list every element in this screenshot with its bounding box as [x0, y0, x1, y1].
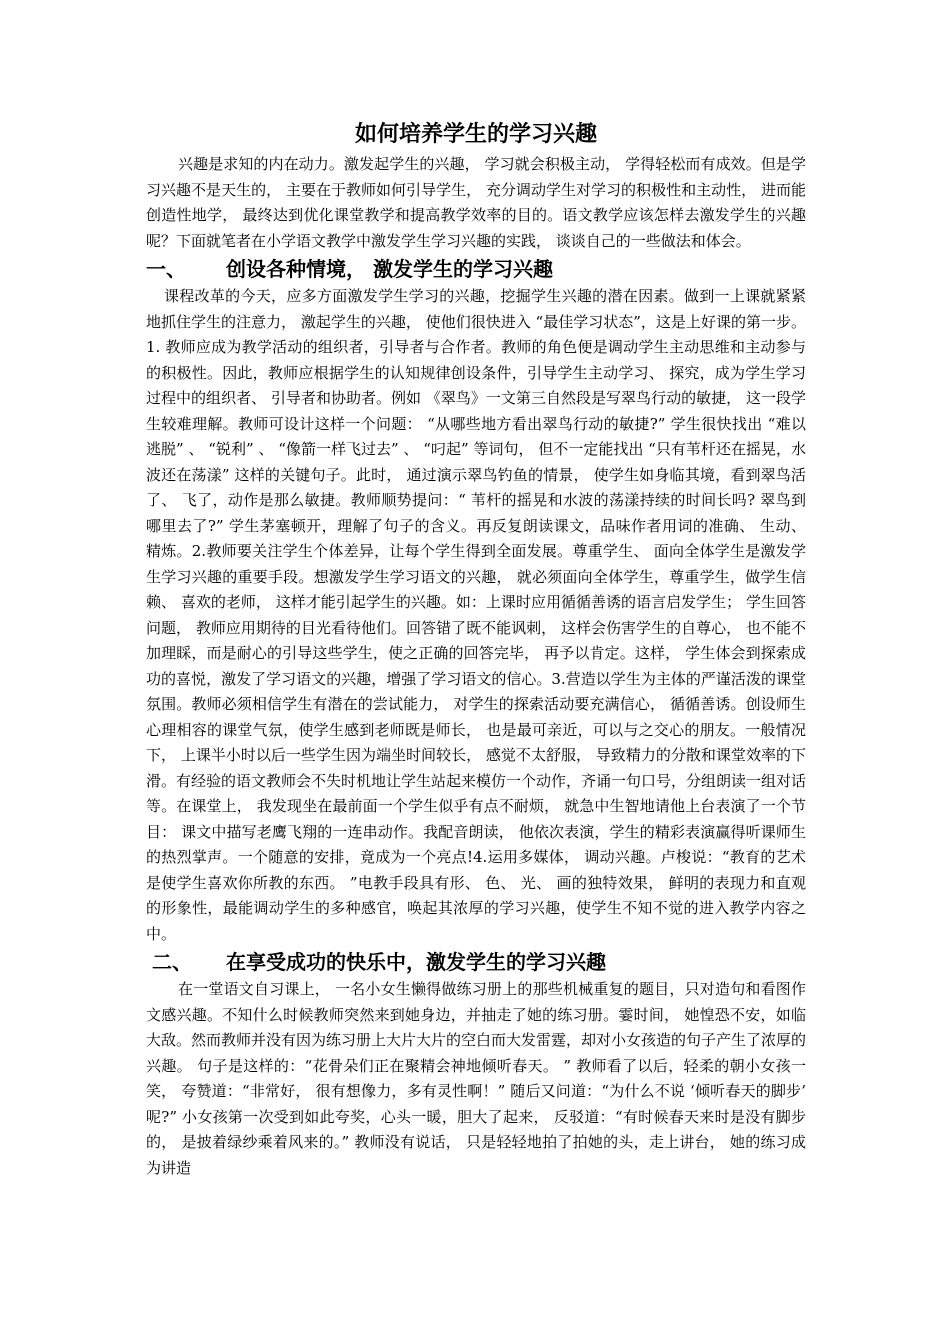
section-number-2: 二、: [152, 950, 192, 974]
section-title-2: 在享受成功的快乐中，激发学生的学习兴趣: [226, 950, 606, 974]
section-title-1: 创设各种情境， 激发学生的学习兴趣: [226, 257, 553, 281]
intro-paragraph: 兴趣是求知的内在动力。激发起学生的兴趣， 学习就会积极主动， 学得轻松而有成效。但是学习兴趣不是天生的， 主要在于教师如何引导学生， 充分调动学生对学习的积极性和主动性， 进而能创造性地学， 最终达到优化课堂教学和提高教学效率的目的。语文教学应该怎样去激发学生的兴趣呢？下面就笔者在小学语文教学中激发学生学习兴趣的实践， 谈谈自己的一些做法和体会。: [146, 155, 806, 250]
section-body-2: 在一堂语文自习课上， 一名小女生懒得做练习册上的那些机械重复的题目，只对造句和看图作文感兴趣。不知什么时候教师突然来到她身边，并抽走了她的练习册。霎时间， 她惶恐不安，如临大敌。然而教师并没有因为练习册上大片大片的空白而大发雷霆，却对小女孩造的句子产生了浓厚的兴趣。 句子是这样的：“花骨朵们正在聚精会神地倾听春天。 ” 教师看了以后，轻柔的朝小女孩一笑， 夸赞道：“非常好， 很有想像力，多有灵性啊！” 随后又问道：“为什么不说 ‘倾听春天的脚步’ 呢?” 小女孩第一次受到如此夸奖，心头一暖，胆大了起来， 反驳道：“有时候春天来时是没有脚步的， 是披着绿纱乘着风来的。” 教师没有说话， 只是轻轻地拍了拍她的头，走上讲台， 她的练习成为讲造: [146, 980, 807, 1177]
section-heading-1: [146, 254, 806, 284]
document-title: 如何培养学生的学习兴趣: [354, 122, 597, 147]
section-heading-2: [146, 947, 806, 977]
document-content: [146, 120, 806, 1181]
section-number-1: 一、: [146, 257, 186, 281]
section-body-1: 课程改革的今天，应多方面激发学生学习的兴趣，挖掘学生兴趣的潜在因素。做到一上课就紧紧地抓住学生的注意力， 激起学生的兴趣， 使他们很快进入 “最佳学习状态”，这是上好课的第一步。1. 教师应成为教学活动的组织者，引导者与合作者。教师的角色便是调动学生主动思维和主动参与的积极性。因此，教师应根据学生的认知规律创设条件，引导学生主动学习、 探究，成为学生学习过程中的组织者、 引导者和协助者。例如 《翠鸟》一文第三自然段是写翠鸟行动的敏捷， 这一段学生较难理解。教师可设计这样一个问题： “从哪些地方看出翠鸟行动的敏捷?” 学生很快找出 “难以逃脱” 、 “锐利” 、 “像箭一样飞过去” 、 “叼起” 等词句， 但不一定能找出 “只有苇杆还在摇晃，水波还在荡漾” 这样的关键句子。此时， 通过演示翠鸟钓鱼的情景， 使学生如身临其境，看到翠鸟活了、 飞了，动作是那么敏捷。教师顺势提问：“ 苇杆的摇晃和水波的荡漾持续的时间长吗? 翠鸟到哪里去了?” 学生茅塞顿开，理解了句子的含义。再反复朗读课文，品味作者用词的准确、 生动、 精炼。2.教师要关注学生个体差异，让每个学生得到全面发展。尊重学生、 面向全体学生是激发学生学习兴趣的重要手段。想激发学生学习语文的兴趣， 就必须面向全体学生，尊重学生，做学生信赖、 喜欢的老师， 这样才能引起学生的兴趣。如：上课时应用循循善诱的语言启发学生； 学生回答问题， 教师应用期待的目光看待他们。回答错了既不能讽刺， 这样会伤害学生的自尊心， 也不能不加理睬，而是耐心的引导这些学生，使之正确的回答完毕， 再予以肯定。这样， 学生体会到探索成功的喜悦，激发了学习语文的兴趣，增强了学习语文的信心。3.营造以学生为主体的严谨活泼的课堂氛围。教师必须相信学生有潜在的尝试能力， 对学生的探索活动要充满信心， 循循善诱。创设师生心理相容的课堂气氛，使学生感到老师既是师长， 也是最可亲近，可以与之交心的朋友。一般情况下， 上课半小时以后一些学生因为端坐时间较长， 感觉不太舒服， 导致精力的分散和课堂效率的下滑。有经验的语文教师会不失时机地让学生站起来模仿一个动作，齐诵一句口号，分组朗读一组对话等。在课堂上， 我发现坐在最前面一个学生似乎有点不耐烦， 就急中生智地请他上台表演了一个节目： 课文中描写老鹰飞翔的一连串动作。我配音朗读， 他依次表演，学生的精彩表演赢得听课师生的热烈掌声。一个随意的安排，竟成为一个亮点!4.运用多媒体， 调动兴趣。卢梭说：“教育的艺术是使学生喜欢你所教的东西。 ”电教手段具有形、 色、 光、 画的独特效果， 鲜明的表现力和直观的形象性，最能调动学生的多种感官，唤起其浓厚的学习兴趣，使学生不知不觉的进入教学内容之中。: [146, 287, 807, 943]
